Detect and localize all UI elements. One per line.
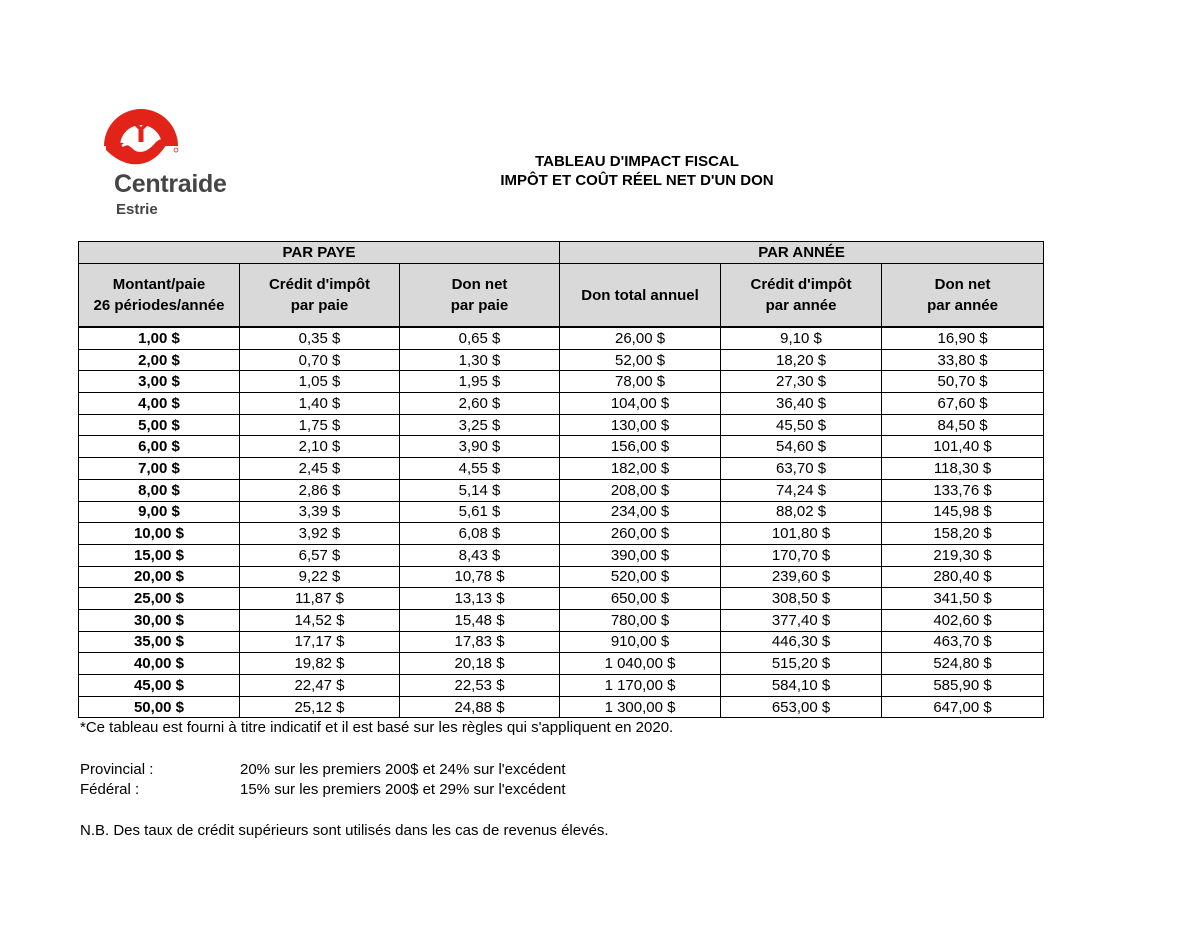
provincial-label: Provincial : — [80, 761, 154, 778]
table-cell: 35,00 $ — [79, 631, 240, 653]
table-cell: 650,00 $ — [560, 588, 721, 610]
table-row — [79, 349, 1044, 371]
table-cell: 1 170,00 $ — [560, 675, 721, 697]
table-cell: 10,00 $ — [79, 523, 240, 545]
table-row — [79, 544, 1044, 566]
table-cell: 446,30 $ — [721, 631, 882, 653]
table-cell: 1 300,00 $ — [560, 696, 721, 718]
table-cell: 25,00 $ — [79, 588, 240, 610]
table-cell: 5,14 $ — [400, 479, 560, 501]
table-cell: 33,80 $ — [882, 349, 1044, 371]
table-cell: 22,53 $ — [400, 675, 560, 697]
table-cell: 463,70 $ — [882, 631, 1044, 653]
provincial-rate — [80, 760, 673, 780]
table-cell: 653,00 $ — [721, 696, 882, 718]
column-header-line: Don total annuel — [581, 286, 699, 304]
table-cell: 1,05 $ — [240, 371, 400, 393]
table-cell: 780,00 $ — [560, 609, 721, 631]
table-cell: 1,40 $ — [240, 393, 400, 415]
table-cell: 10,78 $ — [400, 566, 560, 588]
centraide-hand-icon — [96, 88, 186, 168]
table-cell: 101,80 $ — [721, 523, 882, 545]
table-row — [79, 609, 1044, 631]
table-cell: 3,39 $ — [240, 501, 400, 523]
table-cell: 6,00 $ — [79, 436, 240, 458]
table-cell: 341,50 $ — [882, 588, 1044, 610]
table-cell: 52,00 $ — [560, 349, 721, 371]
column-header-line: Don net — [934, 276, 991, 293]
table-cell: 5,61 $ — [400, 501, 560, 523]
page-title — [437, 152, 837, 190]
table-cell: 2,60 $ — [400, 393, 560, 415]
table-cell: 30,00 $ — [79, 609, 240, 631]
table-cell: 7,00 $ — [79, 458, 240, 480]
table-cell: 1,95 $ — [400, 371, 560, 393]
table-cell: 133,76 $ — [882, 479, 1044, 501]
column-header-line: Crédit d'impôt — [268, 276, 371, 293]
table-cell: 27,30 $ — [721, 371, 882, 393]
table-cell: 17,83 $ — [400, 631, 560, 653]
table-cell: 45,50 $ — [721, 414, 882, 436]
title-line-1: TABLEAU D'IMPACT FISCAL — [535, 153, 739, 170]
table-cell: 219,30 $ — [882, 544, 1044, 566]
column-header-line: par paie — [290, 297, 349, 314]
table-cell: 74,24 $ — [721, 479, 882, 501]
table-cell: 45,00 $ — [79, 675, 240, 697]
table-row — [79, 436, 1044, 458]
table-row — [79, 588, 1044, 610]
table-row — [79, 458, 1044, 480]
table-cell: 515,20 $ — [721, 653, 882, 675]
table-cell: 40,00 $ — [79, 653, 240, 675]
table-cell: 20,00 $ — [79, 566, 240, 588]
group-header-per-year: PAR ANNÉE — [560, 242, 1044, 264]
table-row — [79, 523, 1044, 545]
column-header — [240, 264, 400, 328]
table-cell: 17,17 $ — [240, 631, 400, 653]
group-header-per-pay: PAR PAYE — [79, 242, 560, 264]
table-cell: 208,00 $ — [560, 479, 721, 501]
table-cell: 5,00 $ — [79, 414, 240, 436]
table-cell: 234,00 $ — [560, 501, 721, 523]
table-cell: 25,12 $ — [240, 696, 400, 718]
table-cell: 524,80 $ — [882, 653, 1044, 675]
table-cell: 2,45 $ — [240, 458, 400, 480]
provincial-text: 20% sur les premiers 200$ et 24% sur l'excédent — [240, 761, 566, 778]
table-cell: 104,00 $ — [560, 393, 721, 415]
table-cell: 1,30 $ — [400, 349, 560, 371]
table-cell: 1,00 $ — [79, 327, 240, 349]
table-cell: 3,00 $ — [79, 371, 240, 393]
table-row — [79, 327, 1044, 349]
table-cell: 520,00 $ — [560, 566, 721, 588]
table-cell: 0,35 $ — [240, 327, 400, 349]
table-cell: 16,90 $ — [882, 327, 1044, 349]
table-cell: 585,90 $ — [882, 675, 1044, 697]
column-header-line: Montant/paie — [112, 276, 206, 293]
table-cell: 9,00 $ — [79, 501, 240, 523]
table-cell: 22,47 $ — [240, 675, 400, 697]
column-header-line: Don net — [451, 276, 508, 293]
table-cell: 3,90 $ — [400, 436, 560, 458]
table-cell: 130,00 $ — [560, 414, 721, 436]
table-cell: 280,40 $ — [882, 566, 1044, 588]
table-row — [79, 653, 1044, 675]
table-cell: 118,30 $ — [882, 458, 1044, 480]
table-cell: 170,70 $ — [721, 544, 882, 566]
column-header — [882, 264, 1044, 328]
table-cell: 2,86 $ — [240, 479, 400, 501]
disclaimer: *Ce tableau est fourni à titre indicatif et il est basé sur les règles qui s'appliquent en 2020. — [80, 719, 674, 736]
logo-name: Centraide — [114, 170, 227, 198]
table-cell: 1,75 $ — [240, 414, 400, 436]
table-cell: 8,43 $ — [400, 544, 560, 566]
federal-rate — [80, 780, 673, 800]
federal-text: 15% sur les premiers 200$ et 29% sur l'excédent — [240, 781, 566, 798]
table-cell: 84,50 $ — [882, 414, 1044, 436]
tax-impact-table — [78, 241, 1044, 718]
table-cell: 18,20 $ — [721, 349, 882, 371]
table-cell: 239,60 $ — [721, 566, 882, 588]
table-cell: 584,10 $ — [721, 675, 882, 697]
title-line-2: IMPÔT ET COÛT RÉEL NET D'UN DON — [500, 172, 774, 189]
table-cell: 88,02 $ — [721, 501, 882, 523]
table-row — [79, 696, 1044, 718]
table-row — [79, 479, 1044, 501]
table-cell: 158,20 $ — [882, 523, 1044, 545]
table-row — [79, 414, 1044, 436]
table-cell: 2,10 $ — [240, 436, 400, 458]
table-cell: 260,00 $ — [560, 523, 721, 545]
table-cell: 6,57 $ — [240, 544, 400, 566]
table-cell: 9,10 $ — [721, 327, 882, 349]
table-cell: 13,13 $ — [400, 588, 560, 610]
table-cell: 4,00 $ — [79, 393, 240, 415]
note: N.B. Des taux de crédit supérieurs sont utilisés dans les cas de revenus élevés. — [80, 822, 609, 839]
table-cell: 11,87 $ — [240, 588, 400, 610]
table-cell: 390,00 $ — [560, 544, 721, 566]
column-header-line: par année — [927, 297, 998, 314]
table-cell: 101,40 $ — [882, 436, 1044, 458]
table-cell: 8,00 $ — [79, 479, 240, 501]
table-row — [79, 371, 1044, 393]
table-cell: 9,22 $ — [240, 566, 400, 588]
table-cell: 156,00 $ — [560, 436, 721, 458]
column-header-line: par paie — [450, 297, 509, 314]
table-cell: 647,00 $ — [882, 696, 1044, 718]
table-cell: 50,00 $ — [79, 696, 240, 718]
table-cell: 15,48 $ — [400, 609, 560, 631]
column-header — [400, 264, 560, 328]
table-cell: 78,00 $ — [560, 371, 721, 393]
table-cell: 3,25 $ — [400, 414, 560, 436]
table-cell: 15,00 $ — [79, 544, 240, 566]
table-cell: 0,65 $ — [400, 327, 560, 349]
table-cell: 63,70 $ — [721, 458, 882, 480]
footer-notes — [80, 718, 673, 841]
table-cell: 2,00 $ — [79, 349, 240, 371]
logo-region: Estrie — [116, 201, 158, 218]
column-header — [721, 264, 882, 328]
table-cell: 67,60 $ — [882, 393, 1044, 415]
table-cell: 182,00 $ — [560, 458, 721, 480]
table-cell: 3,92 $ — [240, 523, 400, 545]
table-cell: 145,98 $ — [882, 501, 1044, 523]
column-header — [79, 264, 240, 328]
table-cell: 0,70 $ — [240, 349, 400, 371]
table-cell: 4,55 $ — [400, 458, 560, 480]
table-cell: 24,88 $ — [400, 696, 560, 718]
table-cell: 377,40 $ — [721, 609, 882, 631]
table-row — [79, 501, 1044, 523]
table-cell: 54,60 $ — [721, 436, 882, 458]
table-cell: 19,82 $ — [240, 653, 400, 675]
table-cell: 6,08 $ — [400, 523, 560, 545]
table-cell: 910,00 $ — [560, 631, 721, 653]
column-header-line: par année — [765, 297, 837, 314]
column-header-line: Crédit d'impôt — [750, 276, 852, 293]
table-cell: 402,60 $ — [882, 609, 1044, 631]
table-cell: 36,40 $ — [721, 393, 882, 415]
table-cell: 14,52 $ — [240, 609, 400, 631]
column-header-line: 26 périodes/année — [93, 297, 225, 314]
centraide-logo — [88, 88, 248, 220]
column-header — [560, 264, 721, 328]
federal-label: Fédéral : — [80, 781, 140, 798]
table-cell: 1 040,00 $ — [560, 653, 721, 675]
table-row — [79, 393, 1044, 415]
table-cell: 308,50 $ — [721, 588, 882, 610]
table-row — [79, 566, 1044, 588]
table-row — [79, 631, 1044, 653]
table-cell: 20,18 $ — [400, 653, 560, 675]
table-cell: 50,70 $ — [882, 371, 1044, 393]
table-cell: 26,00 $ — [560, 327, 721, 349]
table-row — [79, 675, 1044, 697]
